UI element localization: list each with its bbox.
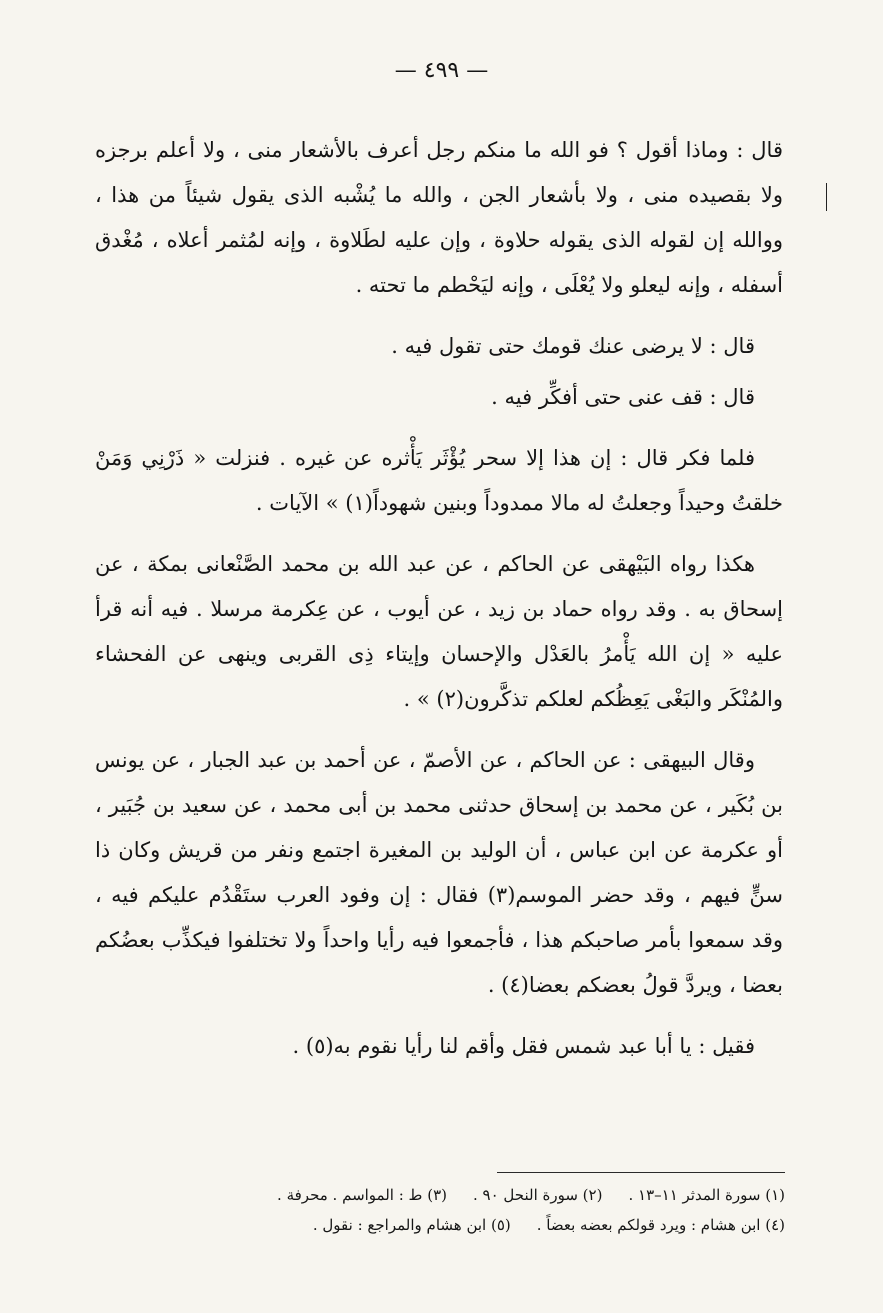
page-number: — ٤٩٩ — <box>394 58 489 83</box>
paragraph-walid-speech: قال : وماذا أقول ؟ فو الله ما منكم رجل أعرف بالأشعار منى ، ولا أعلم برجزه ولا بقصيده منى ، ولا بأشعار الجن ، والله ما يُشْبه الذى يقول شيئاً من هذا ، ووالله إن لقوله الذى يقوله حلاوة ، وإن عليه لطَلاوة ، وإنه لمُثمر أعلاه ، مُغْدق أسفله ، وإنه ليعلو ولا يُعْلَى ، وإنه ليَحْطم ما تحته . <box>95 138 783 297</box>
paragraph-let-me-think: قال : قف عنى حتى أفكِّر فيه . <box>491 385 755 409</box>
paragraph-revelation: فلما فكر قال : إن هذا إلا سحر يُؤْثَر يَأْثره عن غيره . فنزلت « ذَرْنِي وَمَنْ خلقتُ وحيداً وجعلتُ له مالا ممدوداً وبنين شهوداً(١) » الآيات . <box>95 446 783 515</box>
footnote-5: (٥) ابن هشام والمراجع : نقول . <box>312 1216 511 1234</box>
paragraph-bayhaqi-narration: هكذا رواه البَيْهقى عن الحاكم ، عن عبد الله بن محمد الصَّنْعانى بمكة ، عن إسحاق به . وقد رواه حماد بن زيد ، عن أيوب ، عن عِكرمة مرسلا . فيه أنه قرأ عليه « إن الله يَأْمرُ بالعَدْل والإحسان وإيتاء ذِى القربى وينهى عن الفحشاء والمُنْكَر والبَغْى يَعِظُكم لعلكم تذكَّرون(٢) » . <box>95 552 783 711</box>
footnote-1: (١) سورة المدثر ١١–١٣ . <box>628 1186 785 1204</box>
footnote-line-2 <box>95 1210 785 1240</box>
body-text <box>95 128 783 1069</box>
margin-mark <box>826 183 827 211</box>
footnotes <box>95 1180 785 1240</box>
footnote-4: (٤) ابن هشام : ويرد قولكم بعضه بعضاً . <box>536 1216 785 1234</box>
footnote-3: (٣) ط : المواسم . محرفة . <box>277 1186 447 1204</box>
paragraph-people-reply: قال : لا يرضى عنك قومك حتى تقول فيه . <box>391 334 755 358</box>
footnote-line-1 <box>95 1180 785 1210</box>
footnote-separator <box>497 1172 785 1173</box>
paragraph-ibn-abbas-narration: وقال البيهقى : عن الحاكم ، عن الأصمّ ، عن أحمد بن عبد الجبار ، عن يونس بن بُكَير ، عن محمد بن إسحاق حدثنى محمد بن أبى محمد ، عن سعيد بن جُبَير ، أو عكرمة عن ابن عباس ، أن الوليد بن المغيرة اجتمع ونفر من قريش وكان ذا سنٍّ فيهم ، وقد حضر الموسم(٣) فقال : إن وفود العرب ستَقْدُم عليكم فيه ، وقد سمعوا بأمر صاحبكم هذا ، فأجمعوا فيه رأيا واحداً ولا تختلفوا فيكذِّب بعضُكم بعضا ، ويردَّ قولُ بعضكم بعضا(٤) . <box>95 748 783 997</box>
footnote-2: (٢) سورة النحل ٩٠ . <box>472 1186 603 1204</box>
paragraph-abu-abd-shams: فقيل : يا أبا عبد شمس فقل وأقم لنا رأيا نقوم به(٥) . <box>292 1034 755 1058</box>
